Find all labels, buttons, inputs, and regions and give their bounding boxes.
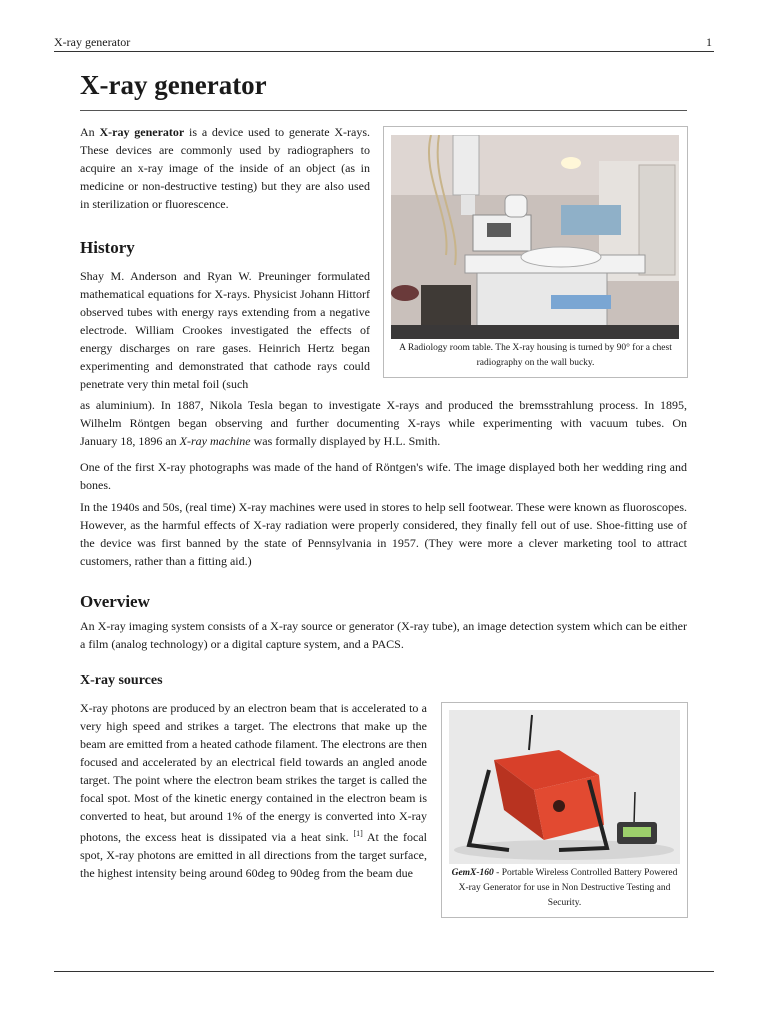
radiology-room-image	[391, 135, 679, 339]
history-paragraph-1-line: January 18, 1896 an X-ray machine was formally displayed by H.L. Smith.	[80, 434, 441, 448]
figure-radiology	[383, 126, 688, 378]
footer-rule	[54, 971, 714, 972]
bold-term: X-ray generator	[99, 125, 185, 139]
sources-paragraph: X-ray photons are produced by an electron beam that is accelerated to a very high speed and strikes a target. The electrons that make up the beam are emitted from a heated cathode filament. The electrons are then focused and accelerated by an electrical field towards an angled anode target. The point where the electron beam strikes the target is called the focal spot. Most of the kinetic energy contained in the electron beam is converted to heat, but around 1% of the energy is converted into X-ray photons, the excess heat is dissipated via a heat sink. [1] At the focal spot, X-ray photons are emitted in all directions from the target surface, the highest intensity being around 60deg to 90deg from the beam due	[80, 701, 427, 880]
heading-overview: Overview	[80, 592, 150, 611]
italic-term: X-ray machine	[179, 434, 251, 448]
history-paragraph-1-wrapped: Shay M. Anderson and Ryan W. Preuninger formulated mathematical equations for X-rays. Physicist Johann Hittorf observed tubes with energy rays extending from a negative electrode. William Crookes investigated the effects of energy discharges on rare gases. Heinrich Hertz began experimenting and demonstrated that cathode rays could penetrate very thin metal foil (such	[80, 269, 370, 391]
overview-paragraph: An X-ray imaging system consists of a X-ray source or generator (X-ray tube), an image detection system which can be either a film (analog technology) or a digital capture system, and a PACS.	[80, 619, 687, 651]
gemx-generator-image	[449, 710, 680, 864]
history-paragraph-3: In the 1940s and 50s, (real time) X-ray machines were used in stores to help sell footwear. These were known as fluoroscopes. However, as the harmful effects of X-ray radiation were properly considered, they finally fell out of use. Shoe-fitting use of the device was first banned by the state of Pennsylvania in 1957. (They were more a clever marketing tool to attract customers, rather than a fitting aid.)	[80, 500, 687, 568]
article-title: X-ray generator	[80, 70, 267, 100]
figure-radiology-caption: A Radiology room table. The X-ray housing is turned by 90° for a chest radiography on the wall bucky.	[399, 343, 672, 368]
intro-paragraph: An X-ray generator is a device used to generate X-rays. These devices are commonly used by radiographers to acquire an x-ray image of the inside of an object (as in medicine or non-destructive testing) but they are also used in sterilization or fluorescence.	[80, 125, 371, 211]
header-rule	[54, 51, 714, 52]
figure-gemx-caption: GemX-160 - Portable Wireless Controlled Battery Powered X-ray Generator for use in Non Destructive Testing and Security.	[451, 868, 678, 908]
page-number: 1	[706, 35, 712, 49]
heading-history: History	[80, 238, 135, 257]
history-paragraph-2: One of the first X-ray photographs was made of the hand of Röntgen's wife. The image displayed both her wedding ring and bones.	[80, 460, 687, 492]
figure-gemx	[441, 702, 688, 918]
heading-xray-sources: X-ray sources	[80, 673, 163, 688]
title-rule	[80, 110, 687, 111]
caption-product-name: GemX-160	[451, 868, 494, 878]
history-paragraph-1-line: as aluminium). In 1887, Nikola Tesla began to investigate X-rays and produced the bremsstrahlung process. In 1895,	[80, 398, 687, 412]
running-header-title: X-ray generator	[54, 35, 131, 49]
history-paragraph-1-line: Wilhelm Röntgen began observing and further documenting X-rays while experimenting with vacuum tubes. On	[80, 416, 687, 430]
citation-ref[interactable]: [1]	[353, 829, 363, 838]
